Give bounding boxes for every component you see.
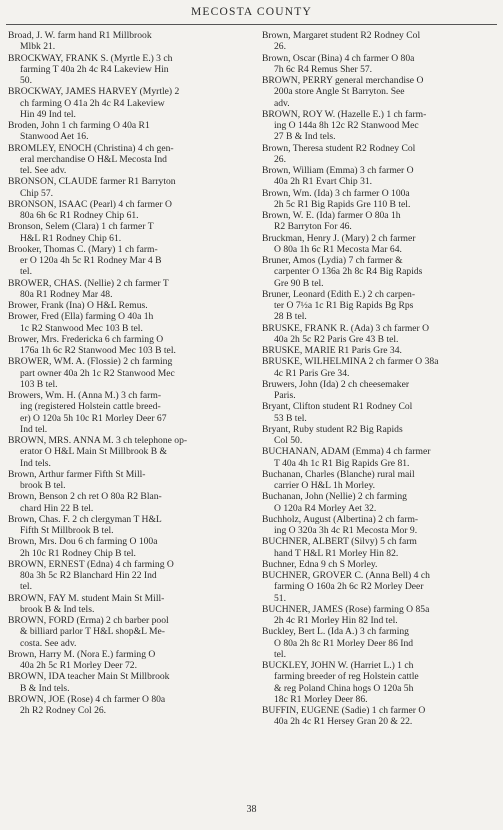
directory-entry: Brower, Fred (Ella) farming O 40a 1h 1c R2 Stanwood Mec 103 B tel. bbox=[8, 311, 154, 334]
directory-entry: Bryant, Clifton student R1 Rodney Col 53 B tel. bbox=[262, 401, 413, 424]
directory-entry: Brown, William (Emma) 3 ch farmer O 40a 2h R1 Evart Chip 31. bbox=[262, 165, 414, 188]
directory-entry: BROWER, CHAS. (Nellie) 2 ch farmer T 80a R1 Rodney Mar 48. bbox=[8, 277, 169, 300]
directory-entry: BROMLEY, ENOCH (Christina) 4 ch gen- eral merchandise O H&L Mecosta Ind tel. See adv. bbox=[8, 142, 174, 176]
directory-entry: BUCHNER, JAMES (Rose) farming O 85a 2h 4c R1 Morley Hin 82 Ind tel. bbox=[262, 603, 430, 626]
directory-entry: Brown, Mrs. Dou 6 ch farming O 100a 2h 10c R1 Rodney Chip B tel. bbox=[8, 536, 158, 559]
page-footer bbox=[0, 804, 503, 815]
directory-entry: BRONSON, CLAUDE farmer R1 Barryton Chip 57. bbox=[8, 176, 176, 199]
directory-entry: BROWN, ERNEST (Edna) 4 ch farming O 80a 3h 5c R2 Blanchard Hin 22 Ind tel. bbox=[8, 558, 174, 593]
directory-entry: Brown, Margaret student R2 Rodney Col 26. bbox=[262, 30, 421, 53]
page-number: 38 bbox=[246, 804, 257, 815]
directory-entry: Brown, Benson 2 ch ret O 80a R2 Blan- chard Hin 22 B tel. bbox=[8, 491, 162, 514]
directory-entry: BROWER, WM. A. (Flossie) 2 ch farming part owner 40a 2h 1c R2 Stanwood Mec 103 B tel. bbox=[8, 356, 175, 390]
page-header bbox=[6, 6, 497, 25]
directory-entry: Brower, Frank (Ina) O H&L Remus. bbox=[8, 300, 148, 311]
directory-entry: BRONSON, ISAAC (Pearl) 4 ch farmer O 80a 6h 6c R1 Rodney Chip 61. bbox=[8, 198, 172, 221]
directory-entry: BROWN, PERRY general merchandise O 200a store Angle St Barryton. See adv. bbox=[262, 75, 424, 109]
directory-entry: Broad, J. W. farm hand R1 Millbrook Mlbk 21. bbox=[8, 30, 152, 53]
directory-entry: BROWN, MRS. ANNA M. 3 ch telephone op- erator O H&L Main St Millbrook B & Ind tels. bbox=[8, 435, 188, 469]
directory-entry: Buckley, Bert L. (Ida A.) 3 ch farming O 80a 2h 8c R1 Morley Deer 86 Ind tel. bbox=[262, 626, 414, 660]
directory-entry: BUCKLEY, JOHN W. (Harriet L.) 1 ch farming breeder of reg Holstein cattle & reg Poland China hogs O 120a 5h 18c R1 Morley Deer 86. bbox=[262, 660, 419, 705]
directory-entry: Buchanan, John (Nellie) 2 ch farming O 120a R4 Morley Aet 32. bbox=[262, 491, 407, 514]
directory-entry: BROWN, ROY W. (Hazelle E.) 1 ch farm- ing O 144a 8h 12c R2 Stanwood Mec 27 B & Ind tels. bbox=[262, 108, 427, 143]
directory-entry: Buchholz, August (Albertina) 2 ch farm- ing O 320a 3h 4c R1 Mecosta Mor 9. bbox=[262, 513, 419, 536]
directory-entry: BUCHNER, ALBERT (Silvy) 5 ch farm hand T H&L R1 Morley Hin 82. bbox=[262, 536, 417, 559]
left-column bbox=[8, 30, 246, 716]
directory-entry: Brown, Wm. (Ida) 3 ch farmer O 100a 2h 5c R1 Big Rapids Gre 110 B tel. bbox=[262, 187, 411, 210]
directory-entry: BROWN, FAY M. student Main St Mill- brook B & Ind tels. bbox=[8, 592, 165, 615]
county-title: MECOSTA COUNTY bbox=[191, 6, 312, 18]
directory-entry: BROCKWAY, FRANK S. (Myrtle E.) 3 ch farming T 40a 2h 4c R4 Lakeview Hin 50. bbox=[8, 52, 173, 86]
directory-entry: Brown, Arthur farmer Fifth St Mill- brook B tel. bbox=[8, 468, 146, 491]
directory-entry: Buchanan, Charles (Blanche) rural mail carrier O H&L 1h Morley. bbox=[262, 468, 415, 491]
directory-entry: Bruner, Amos (Lydia) 7 ch farmer & carpenter O 136a 2h 8c R4 Big Rapids Gre 90 B tel. bbox=[262, 255, 423, 289]
directory-entry: BRUSKE, FRANK R. (Ada) 3 ch farmer O 40a 2h 5c R2 Paris Gre 43 B tel. bbox=[262, 322, 430, 345]
right-column bbox=[262, 30, 500, 728]
directory-entry: BROWN, IDA teacher Main St Millbrook B & Ind tels. bbox=[8, 671, 170, 694]
directory-entry: Brown, Harry M. (Nora E.) farming O 40a 2h 5c R1 Morley Deer 72. bbox=[8, 648, 156, 671]
directory-entry: Buchner, Edna 9 ch S Morley. bbox=[262, 558, 378, 570]
directory-entry: Brower, Mrs. Fredericka 6 ch farming O 176a 1h 6c R2 Stanwood Mec 103 B tel. bbox=[8, 333, 176, 356]
directory-entry: BRUSKE, MARIE R1 Paris Gre 34. bbox=[262, 345, 402, 356]
directory-entry: Bruwers, John (Ida) 2 ch cheesemaker Paris. bbox=[262, 378, 410, 401]
directory-entry: Brown, Theresa student R2 Rodney Col 26. bbox=[262, 142, 416, 165]
directory-entry: BUCHANAN, ADAM (Emma) 4 ch farmer T 40a 4h 1c R1 Big Rapids Gre 81. bbox=[262, 446, 431, 469]
directory-entry: Bronson, Selem (Clara) 1 ch farmer T H&L R1 Rodney Chip 61. bbox=[8, 221, 154, 244]
directory-entry: BROWN, FORD (Erma) 2 ch barber pool & billiard parlor T H&L shop&L Me- costa. See adv. bbox=[8, 615, 169, 649]
directory-entry: BROCKWAY, JAMES HARVEY (Myrtle) 2 ch farming O 41a 2h 4c R4 Lakeview Hin 49 Ind tel. bbox=[8, 86, 180, 120]
directory-entry: Brown, Chas. F. 2 ch clergyman T H&L Fifth St Millbrook B tel. bbox=[8, 513, 162, 536]
directory-entry: BUFFIN, EUGENE (Sadie) 1 ch farmer O 40a 2h 4c R1 Hersey Gran 20 & 22. bbox=[262, 705, 426, 728]
directory-entry: Bruner, Leonard (Edith E.) 2 ch carpen- ter O 7½a 1c R1 Big Rapids Bg Rps 28 B tel. bbox=[262, 288, 416, 323]
directory-entry: Brown, W. E. (Ida) farmer O 80a 1h R2 Barryton For 46. bbox=[262, 210, 401, 233]
directory-entry: BUCHNER, GROVER C. (Anna Bell) 4 ch farming O 160a 2h 6c R2 Morley Deer 51. bbox=[262, 570, 430, 604]
directory-entry: Brown, Oscar (Bina) 4 ch farmer O 80a 7h 6c R4 Remus Sher 57. bbox=[262, 52, 415, 75]
directory-entry: BRUSKE, WILHELMINA 2 ch farmer O 38a 4c R1 Paris Gre 34. bbox=[262, 356, 439, 379]
directory-entry: BROWN, JOE (Rose) 4 ch farmer O 80a 2h R2 Rodney Col 26. bbox=[8, 693, 166, 716]
directory-entry: Bruckman, Henry J. (Mary) 2 ch farmer O 80a 1h 6c R1 Mecosta Mar 64. bbox=[262, 232, 416, 255]
directory-entry: Bryant, Ruby student R2 Big Rapids Col 50. bbox=[262, 423, 403, 446]
directory-entry: Broden, John 1 ch farming O 40a R1 Stanwood Aet 16. bbox=[8, 120, 150, 143]
directory-entry: Brooker, Thomas C. (Mary) 1 ch farm- er O 120a 4h 5c R1 Rodney Mar 4 B tel. bbox=[8, 243, 162, 278]
directory-entry: Browers, Wm. H. (Anna M.) 3 ch farm- ing (registered Holstein cattle breed- er) O 120a 5h 10c R1 Morley Deer 67 Ind tel. bbox=[8, 390, 167, 435]
